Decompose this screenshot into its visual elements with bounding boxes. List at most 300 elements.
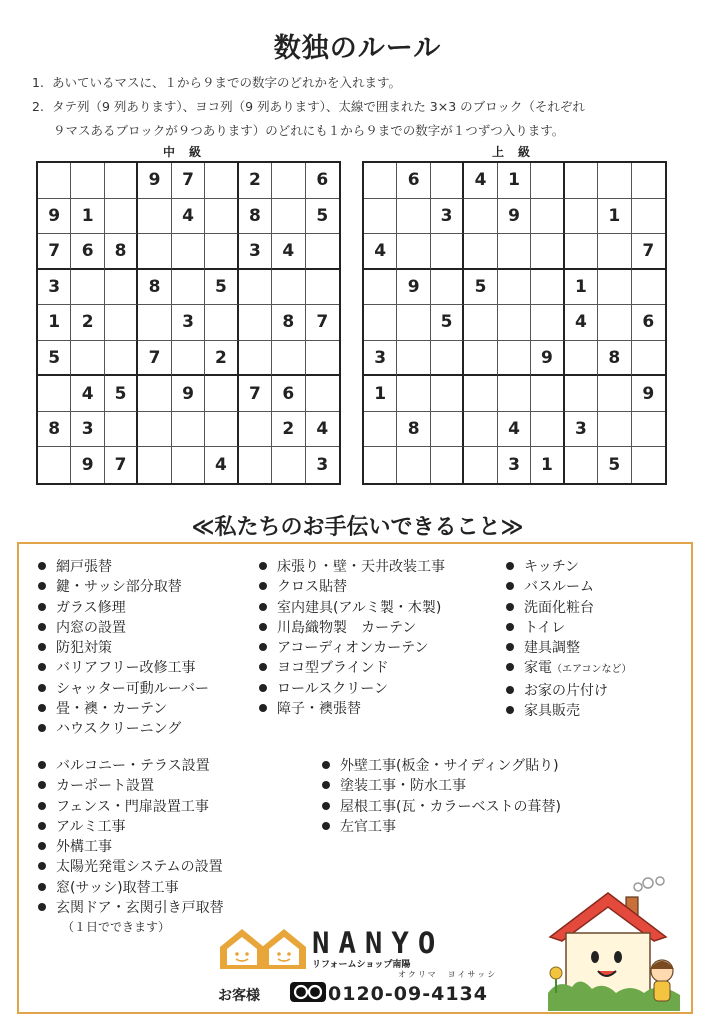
sudoku-cell: 8 [397, 412, 430, 448]
bullet-icon [259, 603, 267, 611]
services-column-3 [506, 557, 632, 721]
sudoku-cell [205, 234, 238, 270]
sudoku-cell [172, 412, 205, 448]
sudoku-cell [464, 447, 497, 483]
service-item [38, 837, 224, 857]
sudoku-cell [71, 163, 104, 199]
sudoku-cell [105, 199, 138, 235]
sudoku-cell [498, 341, 531, 377]
bullet-icon [38, 802, 46, 810]
service-item [506, 557, 632, 577]
service-item [506, 598, 632, 618]
house-mascot-illustration [540, 875, 690, 1015]
sudoku-cell [172, 341, 205, 377]
sudoku-cell [632, 341, 665, 377]
service-item [259, 618, 445, 638]
level-label-intermediate: 中級 [163, 145, 216, 159]
services-column-5 [322, 756, 561, 837]
rule-1 [32, 73, 401, 91]
sudoku-cell [598, 234, 631, 270]
bullet-icon [38, 761, 46, 769]
sudoku-cell: 4 [464, 163, 497, 199]
sudoku-cell [306, 376, 339, 412]
service-item [322, 797, 561, 817]
service-item-label: 室内建具(アルミ製・木製) [277, 599, 442, 616]
bullet-icon [38, 643, 46, 651]
service-item [38, 797, 224, 817]
sudoku-cell [431, 447, 464, 483]
sudoku-cell [138, 412, 171, 448]
sudoku-cell: 9 [531, 341, 564, 377]
service-item [259, 638, 445, 658]
bullet-icon [506, 562, 514, 570]
service-item [506, 681, 632, 701]
sudoku-cell [431, 234, 464, 270]
bullet-icon [259, 704, 267, 712]
sudoku-cell: 3 [71, 412, 104, 448]
sudoku-cell: 7 [105, 447, 138, 483]
sudoku-cell: 8 [38, 412, 71, 448]
service-item-label: アルミ工事 [56, 818, 126, 835]
sudoku-cell [239, 412, 272, 448]
service-item [322, 817, 561, 837]
sudoku-cell: 7 [38, 234, 71, 270]
sudoku-cell: 4 [364, 234, 397, 270]
sudoku-cell: 3 [38, 270, 71, 306]
sudoku-cell: 8 [272, 305, 305, 341]
sudoku-cell: 8 [105, 234, 138, 270]
service-item [259, 577, 445, 597]
service-item-label: 家電 [524, 660, 552, 677]
sudoku-cell [531, 163, 564, 199]
sudoku-cell: 2 [239, 163, 272, 199]
bullet-icon [38, 781, 46, 789]
sudoku-cell: 3 [431, 199, 464, 235]
service-item-label: キッチン [524, 559, 580, 575]
service-item-label: 洗面化粧台 [524, 599, 594, 616]
sudoku-cell: 6 [71, 234, 104, 270]
service-item-label: カーポート設置 [56, 778, 154, 795]
sudoku-cell [364, 163, 397, 199]
brand-name: NANYO [312, 926, 445, 960]
sudoku-cell: 2 [71, 305, 104, 341]
bullet-icon [38, 724, 46, 732]
bullet-icon [506, 686, 514, 694]
bullet-icon [38, 562, 46, 570]
sudoku-cell [431, 376, 464, 412]
sudoku-cell [239, 341, 272, 377]
sudoku-cell [364, 199, 397, 235]
service-item-label: 玄関ドア・玄関引き戸取替 [56, 900, 224, 917]
sudoku-cell: 9 [397, 270, 430, 306]
service-item-label: ロールスクリーン [277, 680, 389, 697]
sudoku-cell [105, 270, 138, 306]
sudoku-cell [498, 234, 531, 270]
services-heading: ≪私たちのお手伝いできること≫ [191, 515, 524, 540]
service-item-label: バルコニー・テラス設置 [56, 758, 210, 774]
rule-2-text: タテ列（9 列あります）、ヨコ列（9 列あります）、太線で囲まれた 3×3 のブロック（それぞれ [51, 99, 585, 114]
bullet-icon [38, 603, 46, 611]
sudoku-cell [364, 270, 397, 306]
bullet-icon [506, 643, 514, 651]
bullet-icon [259, 663, 267, 671]
bullet-icon [38, 684, 46, 692]
sudoku-cell: 9 [498, 199, 531, 235]
level-label-advanced: 上級 [492, 145, 545, 159]
bullet-icon [506, 623, 514, 631]
sudoku-cell [531, 199, 564, 235]
sudoku-cell [38, 447, 71, 483]
service-item-label: 家具販売 [524, 703, 580, 720]
phone-number: 0120-09-4134 [328, 983, 488, 1005]
sudoku-cell [205, 199, 238, 235]
sudoku-cell [565, 163, 598, 199]
service-item-label: アコーディオンカーテン [277, 640, 429, 657]
sudoku-cell: 9 [632, 376, 665, 412]
sudoku-cell: 1 [38, 305, 71, 341]
sudoku-cell [105, 163, 138, 199]
sudoku-cell: 3 [172, 305, 205, 341]
sudoku-cell: 8 [138, 270, 171, 306]
service-item [259, 699, 445, 719]
sudoku-grid-intermediate [36, 161, 341, 485]
sudoku-cell [464, 305, 497, 341]
sudoku-cell [105, 341, 138, 377]
sudoku-cell [598, 412, 631, 448]
service-item [259, 679, 445, 699]
sudoku-cell [498, 305, 531, 341]
service-item [506, 701, 632, 721]
sudoku-cell [205, 376, 238, 412]
sudoku-cell [138, 234, 171, 270]
sudoku-cell [71, 270, 104, 306]
bullet-icon [322, 781, 330, 789]
service-item-label: 障子・襖張替 [277, 701, 361, 718]
sudoku-grid-advanced [362, 161, 667, 485]
sudoku-cell: 1 [364, 376, 397, 412]
service-item-label: 防犯対策 [56, 640, 112, 657]
service-item [38, 577, 209, 597]
page-title: 数独のルール [273, 33, 442, 64]
sudoku-cell: 9 [138, 163, 171, 199]
bullet-icon [38, 883, 46, 891]
sudoku-cell [172, 270, 205, 306]
service-item [38, 618, 209, 638]
sudoku-cell: 6 [306, 163, 339, 199]
service-item-label: フェンス・門扉設置工事 [56, 798, 209, 815]
sudoku-cell [306, 234, 339, 270]
sudoku-cell [172, 447, 205, 483]
services-column-4 [38, 756, 224, 918]
bullet-icon [38, 663, 46, 671]
sudoku-cell [306, 341, 339, 377]
service-item-label: 屋根工事(瓦・カラーベストの葺替) [340, 798, 561, 815]
sudoku-cell: 5 [105, 376, 138, 412]
sudoku-cell [531, 412, 564, 448]
sudoku-cell [38, 376, 71, 412]
service-item-label: 鍵・サッシ部分取替 [56, 579, 182, 596]
bullet-icon [259, 684, 267, 692]
sudoku-cell: 9 [71, 447, 104, 483]
rule-1-number: 1. [32, 75, 44, 90]
service-item-label: 床張り・壁・天井改装工事 [277, 559, 445, 575]
services-column-1 [38, 557, 209, 740]
bullet-icon [322, 802, 330, 810]
sudoku-cell [364, 305, 397, 341]
sudoku-cell [632, 412, 665, 448]
service-item [38, 638, 209, 658]
service-item [322, 776, 561, 796]
sudoku-cell: 5 [464, 270, 497, 306]
sudoku-cell [138, 305, 171, 341]
sudoku-cell [272, 341, 305, 377]
free-dial-icon [290, 982, 326, 1002]
appliance-note: （エアコンなど） [552, 664, 632, 676]
bullet-icon [506, 706, 514, 714]
bullet-icon [38, 903, 46, 911]
service-item [38, 679, 209, 699]
service-item [259, 557, 445, 577]
service-item [38, 719, 209, 739]
sudoku-cell [172, 234, 205, 270]
sudoku-cell: 7 [306, 305, 339, 341]
sudoku-cell [598, 376, 631, 412]
sudoku-cell: 4 [565, 305, 598, 341]
phone-kana: オクリマ ヨイサッシ [398, 970, 498, 979]
sudoku-cell [431, 412, 464, 448]
sudoku-cell: 8 [598, 341, 631, 377]
sudoku-cell [306, 270, 339, 306]
sudoku-cell [272, 270, 305, 306]
services-column-2 [259, 557, 445, 719]
bullet-icon [259, 582, 267, 590]
sudoku-cell [397, 447, 430, 483]
sudoku-cell [272, 199, 305, 235]
sudoku-cell: 4 [272, 234, 305, 270]
sudoku-cell: 6 [397, 163, 430, 199]
sudoku-cell [464, 234, 497, 270]
sudoku-cell [397, 376, 430, 412]
service-item [38, 699, 209, 719]
shop-name: リフォームショップ南陽 [312, 960, 411, 970]
house-logo-icon [218, 925, 308, 971]
bullet-icon [38, 842, 46, 850]
sudoku-cell [431, 270, 464, 306]
contact-label: お客様 [218, 988, 260, 1004]
sudoku-cell: 3 [565, 412, 598, 448]
service-item [506, 658, 632, 680]
service-item [38, 598, 209, 618]
sudoku-cell: 5 [306, 199, 339, 235]
sudoku-cell: 1 [498, 163, 531, 199]
sudoku-cell: 3 [316, 455, 329, 476]
sudoku-cell [531, 376, 564, 412]
sudoku-cell [565, 199, 598, 235]
sudoku-cell [205, 305, 238, 341]
sudoku-cell [239, 270, 272, 306]
sudoku-cell [105, 412, 138, 448]
bullet-icon [506, 663, 514, 671]
service-item [506, 618, 632, 638]
sudoku-cell [138, 376, 171, 412]
sudoku-cell [397, 341, 430, 377]
rule-2-continued: ９マスあるブロックが９つあります）のどれにも１から９までの数字が１つずつ入ります。 [53, 123, 565, 138]
service-item-label: バリアフリー改修工事 [56, 660, 196, 677]
service-item [506, 577, 632, 597]
bullet-icon [38, 623, 46, 631]
service-item-label: 窓(サッシ)取替工事 [56, 879, 179, 896]
sudoku-cell [498, 376, 531, 412]
service-item [506, 638, 632, 658]
sudoku-cell: 9 [172, 376, 205, 412]
service-item-label: 太陽光発電システムの設置 [56, 859, 223, 876]
bullet-icon [506, 603, 514, 611]
sudoku-cell [565, 341, 598, 377]
sudoku-cell [632, 447, 665, 483]
sudoku-cell: 2 [205, 341, 238, 377]
service-item [38, 756, 224, 776]
sudoku-cell [598, 270, 631, 306]
bullet-icon [322, 761, 330, 769]
rule-2-number: 2. [32, 99, 44, 114]
service-item-label: 左官工事 [340, 818, 396, 835]
sudoku-cell: 4 [172, 199, 205, 235]
sudoku-cell [239, 305, 272, 341]
sudoku-cell [71, 341, 104, 377]
sudoku-cell [464, 199, 497, 235]
sudoku-cell: 1 [71, 199, 104, 235]
sudoku-cell [239, 447, 272, 483]
service-item-label: バスルーム [524, 579, 594, 596]
sudoku-cell [272, 447, 305, 483]
service-item [38, 878, 224, 898]
service-item [259, 658, 445, 678]
bullet-icon [38, 862, 46, 870]
sudoku-cell [397, 199, 430, 235]
service-item-label: 塗装工事・防水工事 [340, 778, 466, 795]
sudoku-cell [565, 376, 598, 412]
service-item-label: 外壁工事(板金・サイディング貼り) [340, 758, 559, 774]
sudoku-cell: 8 [239, 199, 272, 235]
sudoku-cell: 7 [239, 376, 272, 412]
sudoku-cell [397, 234, 430, 270]
sudoku-cell: 3 [364, 341, 397, 377]
sudoku-cell: 1 [565, 270, 598, 306]
sudoku-cell [531, 270, 564, 306]
sudoku-cell: 7 [632, 234, 665, 270]
sudoku-cell [364, 447, 397, 483]
service-item-label: お家の片付け [524, 682, 608, 699]
sudoku-cell: 5 [38, 341, 71, 377]
sudoku-cell [431, 341, 464, 377]
sudoku-cell [105, 305, 138, 341]
sudoku-cell [272, 163, 305, 199]
sudoku-cell: 4 [498, 412, 531, 448]
service-item-label: 建具調整 [524, 640, 580, 657]
sudoku-cell: 7 [138, 341, 171, 377]
service-item-label: 外構工事 [56, 839, 112, 856]
service-item [38, 776, 224, 796]
service-item-label: ハウスクリーニング [56, 721, 182, 738]
service-item-label: 網戸張替 [56, 559, 112, 575]
sudoku-cell [464, 412, 497, 448]
sudoku-cell [632, 270, 665, 306]
service-item-label: シャッター可動ルーバー [56, 680, 210, 697]
bullet-icon [38, 822, 46, 830]
service-item-label: ガラス修理 [56, 599, 126, 616]
sudoku-cell [598, 163, 631, 199]
sudoku-cell: 3 [498, 447, 531, 483]
sudoku-cell [565, 447, 598, 483]
sudoku-cell [632, 163, 665, 199]
sudoku-cell: 5 [205, 270, 238, 306]
bullet-icon [259, 623, 267, 631]
service-item [38, 898, 224, 918]
service-item-label: 畳・襖・カーテン [56, 701, 168, 718]
bullet-icon [259, 562, 267, 570]
bullet-icon [506, 582, 514, 590]
bullet-icon [38, 704, 46, 712]
sudoku-cell: 5 [431, 305, 464, 341]
service-item-label: 内窓の設置 [56, 619, 126, 636]
sudoku-cell [205, 163, 238, 199]
sudoku-cell [138, 447, 171, 483]
bullet-icon [259, 643, 267, 651]
bullet-icon [322, 822, 330, 830]
sudoku-cell [364, 412, 397, 448]
sudoku-cell: 2 [272, 412, 305, 448]
sudoku-cell: 3 [239, 234, 272, 270]
sudoku-cell: 4 [205, 447, 238, 483]
sudoku-cell: 1 [598, 199, 631, 235]
sudoku-cell [498, 270, 531, 306]
sudoku-cell [205, 412, 238, 448]
sudoku-cell [531, 305, 564, 341]
sudoku-cell: 6 [272, 376, 305, 412]
service-item [38, 857, 224, 877]
sudoku-cell: 9 [38, 199, 71, 235]
sudoku-cell [397, 305, 430, 341]
sudoku-cell [598, 305, 631, 341]
sudoku-cell: 1 [531, 447, 564, 483]
sudoku-cell [464, 376, 497, 412]
bullet-icon [38, 582, 46, 590]
sudoku-cell: 4 [71, 376, 104, 412]
service-item-label: トイレ [524, 619, 566, 636]
service-item [38, 557, 209, 577]
sudoku-cell [431, 163, 464, 199]
service-item-label: ヨコ型ブラインド [277, 660, 389, 677]
sudoku-cell [138, 199, 171, 235]
sudoku-cell [565, 234, 598, 270]
sudoku-cell [531, 234, 564, 270]
rule-2 [32, 97, 585, 115]
service-item [38, 658, 209, 678]
sudoku-cell: 6 [632, 305, 665, 341]
sudoku-cell [38, 163, 71, 199]
service-item [322, 756, 561, 776]
service-item-label: 川島織物製 カーテン [277, 619, 417, 636]
sudoku-cell: 5 [598, 447, 631, 483]
service-item [38, 817, 224, 837]
rule-1-text: あいているマスに、１から９までの数字のどれかを入れます。 [51, 75, 401, 90]
sudoku-cell: 7 [172, 163, 205, 199]
sudoku-cell [464, 341, 497, 377]
service-item-label: クロス貼替 [277, 579, 347, 596]
service-item [259, 598, 445, 618]
sudoku-cell: 4 [306, 412, 339, 448]
one-day-note: （１日でできます） [62, 920, 171, 934]
